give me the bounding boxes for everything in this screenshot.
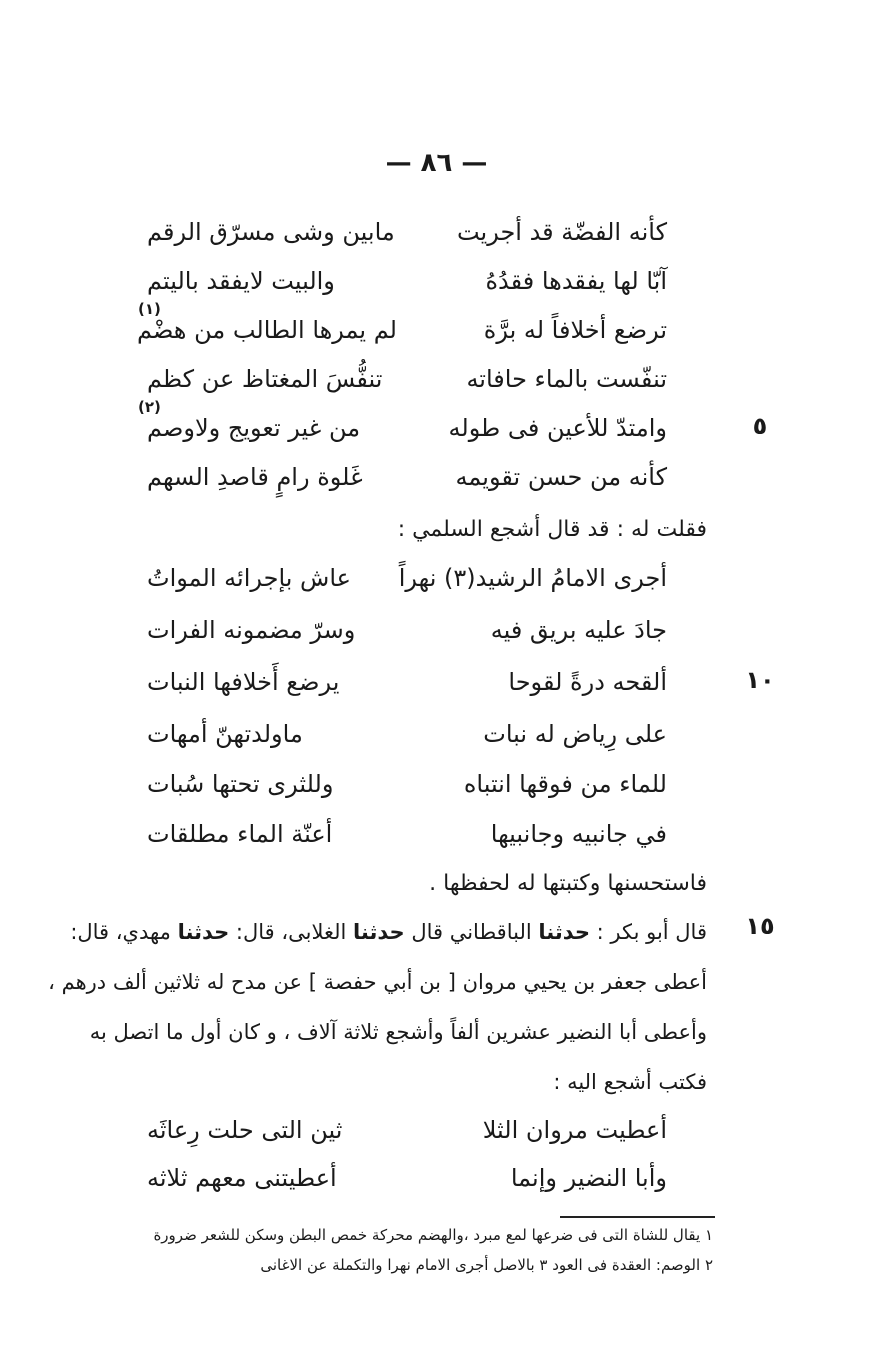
- verse-first-hemistich: كأنه الفضّة قد أجريت: [456, 218, 667, 246]
- verse-second-hemistich: مابين وشى مسرّق الرقم: [147, 218, 395, 246]
- verse-first-hemistich: كأنه من حسن تقويمه: [455, 463, 667, 491]
- poem2-verse-3: [147, 662, 667, 702]
- line-number-15: ١٥: [745, 912, 775, 940]
- verse-first-hemistich: جادَ عليه بريق فيه: [490, 616, 667, 644]
- narration-keyword: حدثنا: [353, 920, 405, 944]
- verse-first-hemistich: تنفّست بالماء حافاته: [466, 365, 667, 393]
- footnote-1: ١ يقال للشاة التى فى ضرعها لمع مبرد ،والهضم محركة خمص البطن وسكن للشعر ضرورة: [153, 1226, 713, 1244]
- footnote-2: ٢ الوصم: العقدة فى العود ٣ بالاصل أجرى الامام نهرا والتكملة عن الاغانى: [260, 1256, 713, 1274]
- narration-text: مهدي، قال:: [70, 920, 178, 944]
- narration-text: الغلابى، قال:: [229, 920, 354, 944]
- poem2-verse-6: [147, 814, 667, 854]
- verse-second-hemistich: أعطيتنى معهم ثلاثه: [147, 1164, 337, 1192]
- narration-line-3: وأعطى أبا النضير عشرين ألفاً وأشجع ثلاثة آلاف ، و كان أول ما اتصل به: [89, 1020, 707, 1044]
- footnote-mark-2: (٢): [138, 398, 161, 416]
- verse-first-hemistich: في جانبيه وجانبيها: [490, 820, 667, 848]
- narration-line-2: أعطى جعفر بن يحيي مروان [ بن أبي حفصة ] عن مدح له ثلاثين ألف درهم ،: [48, 970, 707, 994]
- verse-first-hemistich: آبّا لها يفقدها فقدُهُ: [485, 267, 667, 295]
- footnote-mark-1: (١): [138, 300, 161, 318]
- poem2-verse-4: [147, 714, 667, 754]
- closing-line: فاستحسنها وكتبتها له لحفظها .: [429, 871, 707, 896]
- verse-second-hemistich: أعنّة الماء مطلقات: [147, 820, 333, 848]
- verse-second-hemistich: وسرّ مضمونه الفرات: [147, 616, 356, 644]
- intro-line: فقلت له : قد قال أشجع السلمي :: [397, 517, 707, 542]
- poem3-verse-1: [147, 1110, 667, 1150]
- poem1-verse-4: [147, 359, 667, 399]
- poem1-verse-2: [147, 261, 667, 301]
- verse-second-hemistich: غَلوة رامٍ قاصدِ السهم: [147, 463, 363, 491]
- verse-first-hemistich: وامتدّ للأعين فى طوله: [448, 414, 667, 442]
- narration-text: قال أبو بكر :: [589, 920, 707, 944]
- poem1-verse-1: [147, 212, 667, 252]
- verse-second-hemistich: ثين التى حلت رِعاثَه: [147, 1116, 343, 1144]
- narration-line-4: فكتب أشجع اليه :: [553, 1070, 707, 1094]
- verse-first-hemistich: ترضع أخلافاً له برَّة: [483, 316, 667, 344]
- verse-first-hemistich: ألقحه درةً لقوحا: [508, 668, 667, 696]
- poem1-verse-5: [147, 408, 667, 448]
- verse-second-hemistich: ماولدتهنّ أمهات: [147, 720, 303, 748]
- verse-first-hemistich: على رِياض له نبات: [483, 720, 667, 748]
- poem2-verse-5: [147, 764, 667, 804]
- poem1-verse-6: [147, 457, 667, 497]
- narration-line-1: [70, 912, 707, 952]
- poem2-verse-1: [147, 558, 667, 598]
- poem2-verse-2: [147, 610, 667, 650]
- narration-text: الباقطاني قال: [404, 920, 539, 944]
- page-number: — ٨٦ —: [385, 148, 488, 178]
- verse-second-hemistich: والبيت لايفقد باليتم: [147, 267, 335, 295]
- line-number-10: ١٠: [745, 666, 775, 694]
- verse-second-hemistich: وللثرى تحتها سُبات: [147, 770, 334, 798]
- verse-first-hemistich: وأبا النضير وإنما: [510, 1164, 667, 1192]
- poem3-verse-2: [147, 1158, 667, 1198]
- verse-second-hemistich: تنفُّسَ المغتاظ عن كظم: [147, 365, 383, 393]
- line-number-5: ٥: [752, 412, 768, 440]
- poem1-verse-3: [137, 310, 667, 350]
- verse-second-hemistich: عاش بإجرائه المواتُ: [147, 564, 351, 592]
- verse-first-hemistich: للماء من فوقها انتباه: [463, 770, 667, 798]
- verse-first-hemistich: أجرى الامامُ الرشيد(٣) نهراً: [398, 564, 667, 592]
- verse-second-hemistich: يرضع أَخلافها النبات: [147, 668, 340, 696]
- verse-first-hemistich: أعطيت مروان الثلا: [482, 1116, 667, 1144]
- footnote-divider: [560, 1216, 715, 1218]
- verse-second-hemistich: من غير تعويج ولاوصم: [147, 414, 361, 442]
- verse-second-hemistich: لم يمرها الطالب من هضْم: [137, 316, 397, 344]
- narration-keyword: حدثنا: [538, 920, 590, 944]
- narration-keyword: حدثنا: [177, 920, 230, 944]
